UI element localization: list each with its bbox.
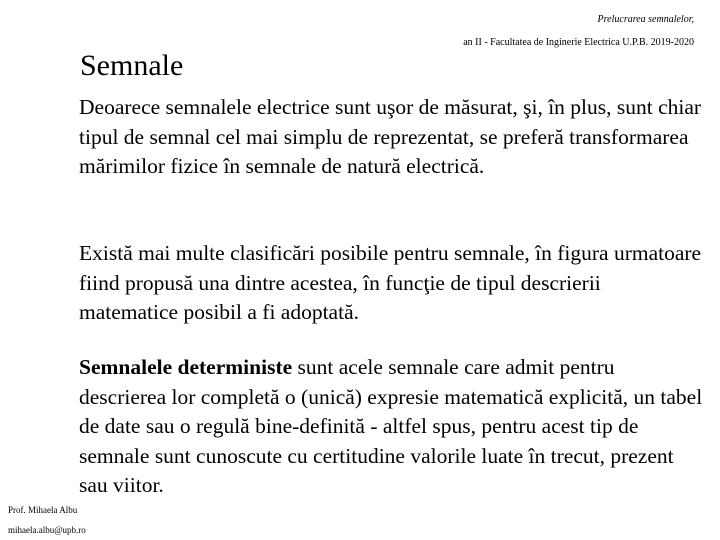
paragraph-intro: Deoarece semnalele electrice sunt uşor de măsurat, şi, în plus, sunt chiar tipul de semnal cel mai simplu de reprezentat, se preferă transformarea mărimilor fizice în semnale de natură electrică.	[79, 95, 702, 178]
paragraph-deterministic	[79, 353, 704, 501]
footer-email: mihaela.albu@upb.ro	[8, 525, 86, 535]
paragraph-classification: Există mai multe clasificări posibile pentru semnale, în figura urmatoare fiind propusă una dintre acestea, în funcţie de tipul descrierii matematice posibil a fi adoptată.	[79, 241, 702, 324]
course-header: Prelucrarea semnalelor,	[597, 14, 694, 25]
footer-author: Prof. Mihaela Albu	[8, 505, 78, 515]
slide-title: Semnale	[80, 49, 184, 82]
deterministic-definition: sunt acele semnale care admit pentru descrierea lor completă o (unică) expresie matematică explicită, un tabel de date sau o regulă bine-definită - altfel spus, pentru acest tip de semnale sunt cunoscute cu certitudine valorile luate în trecut, prezent sau viitor.	[79, 355, 703, 497]
faculty-header: an II - Facultatea de Inginerie Electrica U.P.B. 2019-2020	[463, 37, 694, 48]
deterministic-term: Semnalele deterministe	[79, 355, 293, 379]
